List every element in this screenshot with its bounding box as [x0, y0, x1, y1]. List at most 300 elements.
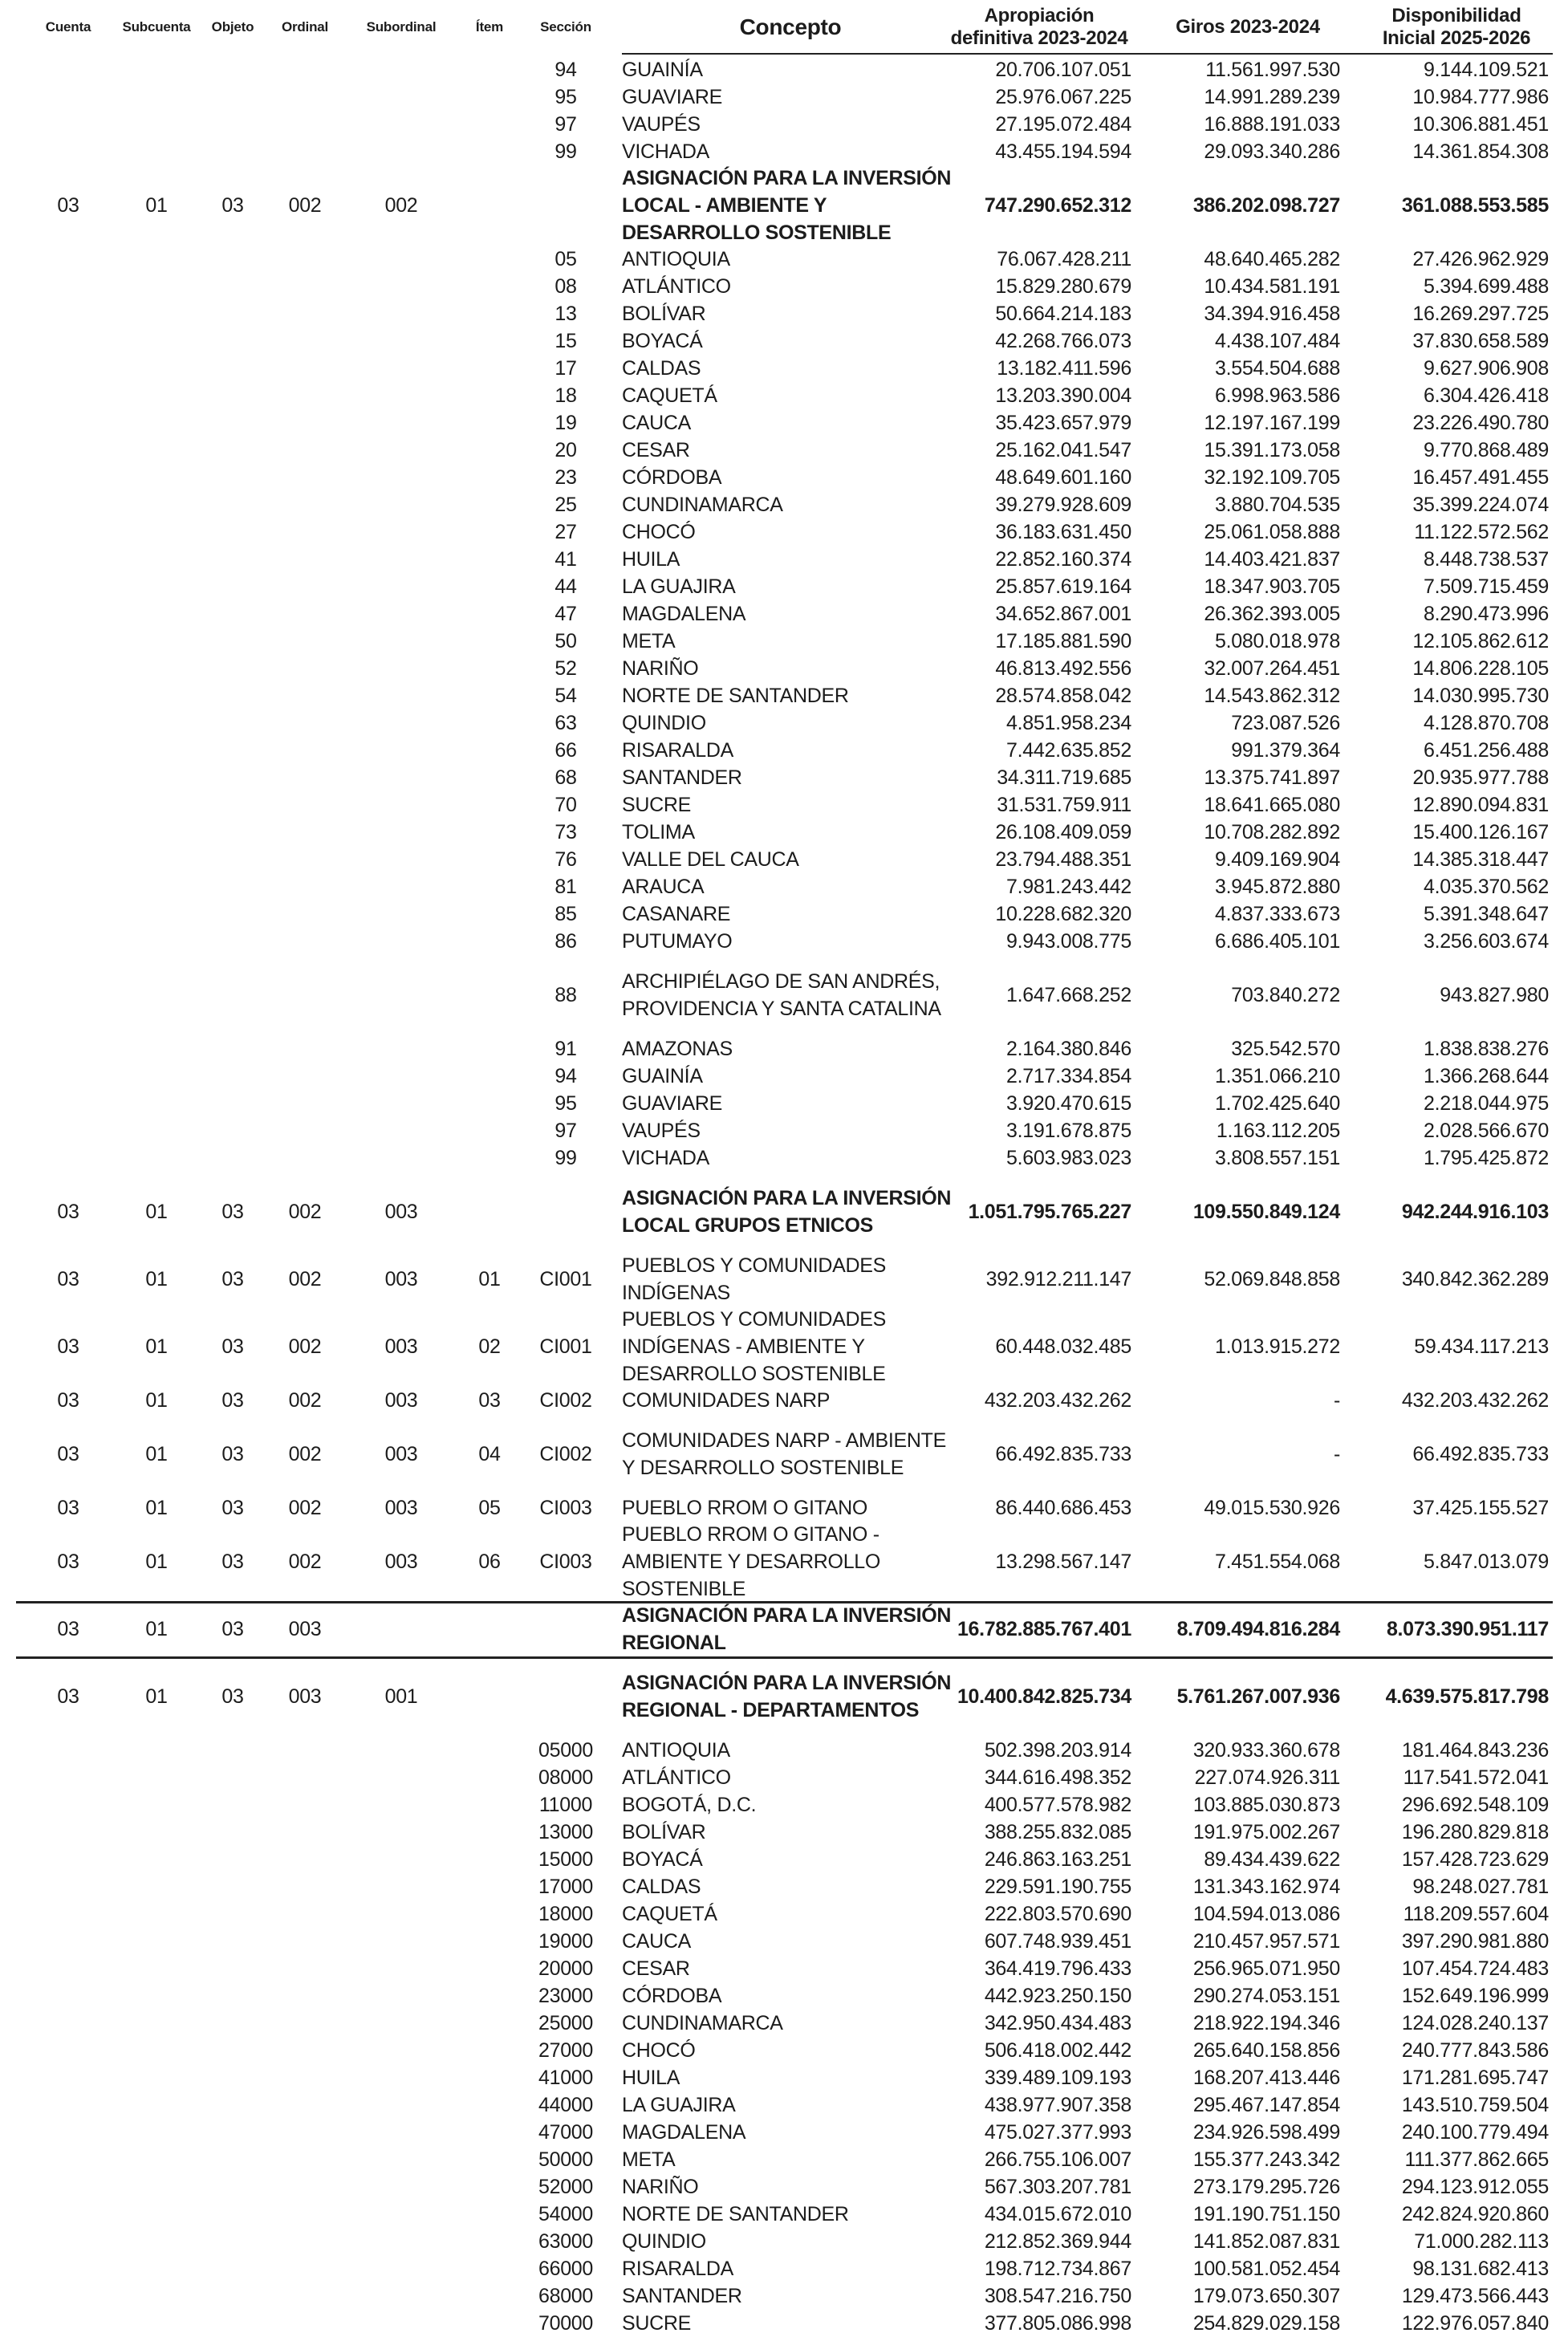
- seccion-cell: 20: [554, 438, 577, 461]
- disponibilidad-cell: 107.454.724.483: [1401, 1957, 1549, 1980]
- apropiacion-cell: 246.863.163.251: [984, 1847, 1131, 1871]
- concepto-cell: MAGDALENA: [622, 2121, 746, 2144]
- giros-cell: 14.403.421.837: [1204, 547, 1340, 571]
- table-row: [0, 928, 1568, 955]
- concepto-cell: VALLE DEL CAUCA: [622, 848, 799, 871]
- objeto-cell: 03: [221, 1388, 244, 1412]
- item-cell: 02: [478, 1335, 501, 1358]
- item-cell: 04: [478, 1442, 501, 1465]
- concepto-cell: CASANARE: [622, 903, 731, 925]
- table-row: [0, 355, 1568, 382]
- table-row: [0, 1090, 1568, 1117]
- seccion-cell: 99: [554, 1146, 577, 1169]
- concepto-cell: CALDAS: [622, 357, 701, 380]
- seccion-cell: 63: [554, 711, 577, 734]
- giros-cell: 89.434.439.622: [1204, 1847, 1340, 1871]
- ordinal-cell: 002: [288, 1550, 322, 1573]
- giros-cell: -: [1333, 1442, 1340, 1465]
- giros-cell: 1.013.915.272: [1215, 1335, 1340, 1358]
- table-row: [0, 1387, 1568, 1414]
- giros-cell: 18.641.665.080: [1204, 793, 1340, 816]
- giros-cell: 32.192.109.705: [1204, 465, 1340, 489]
- table-row: [0, 2201, 1568, 2228]
- giros-cell: 14.543.862.312: [1204, 684, 1340, 707]
- giros-cell: 179.073.650.307: [1192, 2284, 1340, 2307]
- concepto-cell: VAUPÉS: [622, 113, 701, 136]
- giros-cell: 131.343.162.974: [1192, 1875, 1340, 1898]
- seccion-cell: 41: [554, 547, 577, 571]
- table-row: [0, 1900, 1568, 1928]
- concepto-cell: ANTIOQUIA: [622, 248, 730, 270]
- apropiacion-cell: 13.298.567.147: [995, 1550, 1131, 1573]
- subcuenta-cell: 01: [145, 1442, 168, 1465]
- subcuenta-cell: 01: [145, 1200, 168, 1223]
- disponibilidad-cell: 11.122.572.562: [1414, 520, 1549, 543]
- table-row: [0, 464, 1568, 491]
- disponibilidad-cell: 27.426.962.929: [1412, 247, 1549, 270]
- table-row: [0, 2173, 1568, 2201]
- disponibilidad-cell: 37.425.155.527: [1412, 1496, 1549, 1519]
- cuenta-cell: 03: [57, 1617, 79, 1640]
- disponibilidad-cell: 4.639.575.817.798: [1385, 1685, 1549, 1708]
- disponibilidad-cell: 14.030.995.730: [1412, 684, 1549, 707]
- table-row: [0, 873, 1568, 900]
- seccion-cell: CI001: [539, 1267, 592, 1290]
- concepto-cell: ARAUCA: [622, 876, 705, 898]
- table-row: [0, 1144, 1568, 1172]
- table-row: [0, 1928, 1568, 1955]
- giros-cell: 10.434.581.191: [1204, 274, 1340, 298]
- seccion-cell: 94: [554, 1064, 577, 1087]
- table-row: [0, 1819, 1568, 1846]
- disponibilidad-cell: 71.000.282.113: [1414, 2229, 1549, 2253]
- table-row: [0, 2037, 1568, 2064]
- giros-cell: 3.554.504.688: [1215, 356, 1340, 380]
- table-row: [0, 1602, 1568, 1656]
- table-row: [0, 628, 1568, 655]
- seccion-cell: 86: [554, 929, 577, 953]
- apropiacion-cell: 10.400.842.825.734: [957, 1685, 1131, 1708]
- subcuenta-cell: 01: [145, 1617, 168, 1640]
- apropiacion-cell: 308.547.216.750: [984, 2284, 1131, 2307]
- header-underline: [622, 53, 1553, 55]
- table-row: [0, 1873, 1568, 1900]
- header-item: Ítem: [475, 19, 504, 35]
- apropiacion-cell: 3.191.678.875: [1006, 1119, 1131, 1142]
- concepto-cell: HUILA: [622, 2067, 680, 2089]
- header-objeto: Objeto: [211, 19, 254, 35]
- table-row: [0, 1172, 1568, 1252]
- table-row: [0, 1063, 1568, 1090]
- disponibilidad-cell: 240.100.779.494: [1401, 2120, 1549, 2144]
- ordinal-cell: 002: [288, 1442, 322, 1465]
- concepto-cell: VAUPÉS: [622, 1120, 701, 1142]
- concepto-cell: CESAR: [622, 1957, 690, 1980]
- concepto-cell: ATLÁNTICO: [622, 275, 731, 298]
- disponibilidad-cell: 10.306.881.451: [1412, 112, 1549, 136]
- apropiacion-cell: 46.813.492.556: [995, 656, 1131, 680]
- table-row: [0, 846, 1568, 873]
- header-seccion: Sección: [540, 19, 591, 35]
- apropiacion-cell: 438.977.907.358: [984, 2093, 1131, 2116]
- giros-cell: 4.438.107.484: [1215, 329, 1340, 352]
- concepto-cell: ASIGNACIÓN PARA LA INVERSIÓN LOCAL - AMBIENTE Y DESARROLLO SOSTENIBLE: [622, 167, 952, 244]
- giros-cell: 256.965.071.950: [1192, 1957, 1340, 1980]
- table-row: [0, 2282, 1568, 2310]
- header-subordinal: Subordinal: [366, 19, 437, 35]
- giros-cell: 7.451.554.068: [1215, 1550, 1340, 1573]
- giros-cell: 52.069.848.858: [1204, 1267, 1340, 1290]
- giros-cell: 6.686.405.101: [1215, 929, 1340, 953]
- seccion-cell: 76: [554, 847, 577, 871]
- objeto-cell: 03: [221, 1200, 244, 1223]
- disponibilidad-cell: 14.361.854.308: [1412, 140, 1549, 163]
- disponibilidad-cell: 8.448.738.537: [1424, 547, 1549, 571]
- giros-cell: 32.007.264.451: [1204, 656, 1340, 680]
- concepto-cell: CAUCA: [622, 1930, 692, 1953]
- giros-cell: 273.179.295.726: [1192, 2175, 1340, 2198]
- disponibilidad-cell: 10.984.777.986: [1412, 85, 1549, 108]
- disponibilidad-cell: 6.451.256.488: [1424, 738, 1549, 762]
- apropiacion-cell: 17.185.881.590: [995, 629, 1131, 652]
- table-row: [0, 900, 1568, 928]
- disponibilidad-cell: 2.218.044.975: [1424, 1091, 1549, 1115]
- disponibilidad-cell: 340.842.362.289: [1401, 1267, 1549, 1290]
- giros-cell: 191.975.002.267: [1192, 1820, 1340, 1843]
- apropiacion-cell: 43.455.194.594: [995, 140, 1131, 163]
- concepto-cell: CESAR: [622, 439, 690, 461]
- seccion-cell: 15: [554, 329, 577, 352]
- subcuenta-cell: 01: [145, 1388, 168, 1412]
- disponibilidad-cell: 16.457.491.455: [1412, 465, 1549, 489]
- table-row: [0, 1982, 1568, 2010]
- disponibilidad-cell: 1.838.838.276: [1424, 1037, 1549, 1060]
- table-row: [0, 2310, 1568, 2337]
- giros-cell: 109.550.849.124: [1192, 1200, 1340, 1223]
- concepto-cell: COMUNIDADES NARP - AMBIENTE Y DESARROLLO SOSTENIBLE: [622, 1429, 946, 1479]
- disponibilidad-cell: 942.244.916.103: [1401, 1200, 1549, 1223]
- table-row: [0, 709, 1568, 737]
- seccion-cell: 23000: [538, 1984, 594, 2007]
- disponibilidad-cell: 122.976.057.840: [1401, 2311, 1549, 2335]
- seccion-cell: 85: [554, 902, 577, 925]
- apropiacion-cell: 10.228.682.320: [995, 902, 1131, 925]
- disponibilidad-cell: 23.226.490.780: [1412, 411, 1549, 434]
- item-cell: 05: [478, 1496, 501, 1519]
- apropiacion-cell: 567.303.207.781: [984, 2175, 1131, 2198]
- item-cell: 06: [478, 1550, 501, 1573]
- apropiacion-cell: 442.923.250.150: [984, 1984, 1131, 2007]
- subordinal-cell: 001: [384, 1685, 418, 1708]
- table-row: [0, 2228, 1568, 2255]
- apropiacion-cell: 36.183.631.450: [995, 520, 1131, 543]
- giros-cell: 15.391.173.058: [1204, 438, 1340, 461]
- apropiacion-cell: 34.311.719.685: [997, 766, 1131, 789]
- apropiacion-cell: 198.712.734.867: [984, 2257, 1131, 2280]
- concepto-cell: PUEBLO RROM O GITANO - AMBIENTE Y DESARROLLO SOSTENIBLE: [622, 1523, 881, 1600]
- giros-cell: 1.163.112.205: [1216, 1119, 1340, 1142]
- table-row: [0, 2146, 1568, 2173]
- concepto-cell: PUEBLOS Y COMUNIDADES INDÍGENAS: [622, 1254, 886, 1304]
- seccion-cell: CI001: [539, 1335, 592, 1358]
- concepto-cell: META: [622, 2148, 676, 2171]
- giros-cell: 10.708.282.892: [1204, 820, 1340, 843]
- apropiacion-cell: 506.418.002.442: [984, 2038, 1131, 2062]
- concepto-cell: CHOCÓ: [622, 2039, 696, 2062]
- table-row: [0, 573, 1568, 600]
- disponibilidad-cell: 35.399.224.074: [1412, 493, 1549, 516]
- objeto-cell: 03: [221, 1685, 244, 1708]
- seccion-cell: 52: [554, 656, 577, 680]
- giros-cell: 103.885.030.873: [1192, 1793, 1340, 1816]
- seccion-cell: 23: [554, 465, 577, 489]
- giros-cell: 8.709.494.816.284: [1176, 1617, 1340, 1640]
- disponibilidad-cell: 98.248.027.781: [1412, 1875, 1549, 1898]
- objeto-cell: 03: [221, 1267, 244, 1290]
- subordinal-cell: 003: [384, 1200, 418, 1223]
- seccion-cell: 19: [554, 411, 577, 434]
- apropiacion-cell: 2.164.380.846: [1006, 1037, 1131, 1060]
- seccion-cell: 97: [554, 1119, 577, 1142]
- table-row: [0, 246, 1568, 273]
- giros-cell: 14.991.289.239: [1204, 85, 1340, 108]
- seccion-cell: 27000: [538, 2038, 594, 2062]
- seccion-cell: CI002: [539, 1388, 592, 1412]
- giros-cell: 3.945.872.880: [1215, 875, 1340, 898]
- apropiacion-cell: 48.649.601.160: [995, 465, 1131, 489]
- concepto-cell: ANTIOQUIA: [622, 1739, 730, 1762]
- concepto-cell: BOYACÁ: [622, 330, 703, 352]
- concepto-cell: TOLIMA: [622, 821, 695, 843]
- table-row: [0, 1494, 1568, 1522]
- disponibilidad-cell: 397.290.981.880: [1401, 1929, 1549, 1953]
- disponibilidad-cell: 14.385.318.447: [1412, 847, 1549, 871]
- giros-cell: 141.852.087.831: [1192, 2229, 1340, 2253]
- subordinal-cell: 003: [384, 1335, 418, 1358]
- apropiacion-cell: 25.976.067.225: [995, 85, 1131, 108]
- giros-cell: 12.197.167.199: [1204, 411, 1340, 434]
- table-row: [0, 819, 1568, 846]
- disponibilidad-cell: 66.492.835.733: [1412, 1442, 1549, 1465]
- giros-cell: 723.087.526: [1231, 711, 1340, 734]
- disponibilidad-cell: 9.144.109.521: [1424, 58, 1549, 81]
- table-row: [0, 1846, 1568, 1873]
- disponibilidad-cell: 12.105.862.612: [1412, 629, 1549, 652]
- seccion-cell: 13: [554, 302, 577, 325]
- disponibilidad-cell: 196.280.829.818: [1401, 1820, 1549, 1843]
- objeto-cell: 03: [221, 1550, 244, 1573]
- apropiacion-cell: 28.574.858.042: [995, 684, 1131, 707]
- apropiacion-cell: 27.195.072.484: [995, 112, 1131, 136]
- cuenta-cell: 03: [57, 1685, 79, 1708]
- table-row: [0, 1117, 1568, 1144]
- concepto-cell: LA GUAJIRA: [622, 2094, 736, 2116]
- seccion-cell: 18: [554, 384, 577, 407]
- ordinal-cell: 003: [288, 1617, 322, 1640]
- seccion-cell: 99: [554, 140, 577, 163]
- giros-cell: 6.998.963.586: [1215, 384, 1340, 407]
- table-row: [0, 491, 1568, 518]
- giros-cell: 100.581.052.454: [1192, 2257, 1340, 2280]
- seccion-cell: 50: [554, 629, 577, 652]
- apropiacion-cell: 222.803.570.690: [984, 1902, 1131, 1925]
- table-row: [0, 546, 1568, 573]
- subordinal-cell: 003: [384, 1388, 418, 1412]
- header-concepto: Concepto: [739, 14, 842, 39]
- seccion-cell: 41000: [538, 2066, 594, 2089]
- apropiacion-cell: 86.440.686.453: [995, 1496, 1131, 1519]
- header-ordinal: Ordinal: [281, 19, 329, 35]
- seccion-cell: 54: [554, 684, 577, 707]
- apropiacion-cell: 5.603.983.023: [1006, 1146, 1131, 1169]
- concepto-cell: SANTANDER: [622, 766, 742, 789]
- disponibilidad-cell: 15.400.126.167: [1412, 820, 1549, 843]
- giros-cell: 4.837.333.673: [1215, 902, 1340, 925]
- seccion-cell: 13000: [538, 1820, 594, 1843]
- disponibilidad-cell: 143.510.759.504: [1401, 2093, 1549, 2116]
- seccion-cell: 70000: [538, 2311, 594, 2335]
- concepto-cell: PUEBLO RROM O GITANO: [622, 1497, 868, 1519]
- disponibilidad-cell: 181.464.843.236: [1401, 1738, 1549, 1762]
- table-header: [0, 0, 1568, 55]
- header-subcuenta: Subcuenta: [122, 19, 191, 35]
- concepto-cell: BOYACÁ: [622, 1848, 703, 1871]
- disponibilidad-cell: 7.509.715.459: [1424, 575, 1549, 598]
- concepto-cell: GUAVIARE: [622, 1092, 722, 1115]
- giros-cell: 386.202.098.727: [1192, 193, 1340, 217]
- table-row: [0, 2010, 1568, 2037]
- objeto-cell: 03: [221, 1617, 244, 1640]
- disponibilidad-cell: 111.377.862.665: [1404, 2148, 1549, 2171]
- concepto-cell: CUNDINAMARCA: [622, 2012, 783, 2034]
- disponibilidad-cell: 37.830.658.589: [1412, 329, 1549, 352]
- table-row: [0, 764, 1568, 791]
- apropiacion-cell: 39.279.928.609: [995, 493, 1131, 516]
- table-row: [0, 1252, 1568, 1307]
- seccion-cell: 05: [554, 247, 577, 270]
- seccion-cell: 47: [554, 602, 577, 625]
- ordinal-cell: 003: [288, 1685, 322, 1708]
- giros-cell: 1.351.066.210: [1215, 1064, 1340, 1087]
- giros-cell: 703.840.272: [1231, 983, 1340, 1006]
- header-disponibilidad: Disponibilidad Inicial 2025-2026: [1382, 5, 1531, 49]
- apropiacion-cell: 26.108.409.059: [995, 820, 1131, 843]
- giros-cell: 295.467.147.854: [1192, 2093, 1340, 2116]
- apropiacion-cell: 35.423.657.979: [995, 411, 1131, 434]
- seccion-cell: 47000: [538, 2120, 594, 2144]
- apropiacion-cell: 34.652.867.001: [995, 602, 1131, 625]
- seccion-cell: 50000: [538, 2148, 594, 2171]
- seccion-cell: 15000: [538, 1847, 594, 1871]
- giros-cell: 234.926.598.499: [1192, 2120, 1340, 2144]
- seccion-cell: 95: [554, 1091, 577, 1115]
- table-row: [0, 138, 1568, 165]
- table-row: [0, 1791, 1568, 1819]
- concepto-cell: BOGOTÁ, D.C.: [622, 1794, 757, 1816]
- apropiacion-cell: 377.805.086.998: [984, 2311, 1131, 2335]
- objeto-cell: 03: [221, 1442, 244, 1465]
- subcuenta-cell: 01: [145, 1550, 168, 1573]
- seccion-cell: 44000: [538, 2093, 594, 2116]
- giros-cell: 16.888.191.033: [1204, 112, 1340, 136]
- concepto-cell: GUAVIARE: [622, 86, 722, 108]
- table-row: [0, 1522, 1568, 1602]
- disponibilidad-cell: 242.824.920.860: [1401, 2202, 1549, 2225]
- disponibilidad-cell: 4.035.370.562: [1424, 875, 1549, 898]
- giros-cell: 168.207.413.446: [1192, 2066, 1340, 2089]
- table-row: [0, 2064, 1568, 2091]
- cuenta-cell: 03: [57, 1267, 79, 1290]
- table-row: [0, 1307, 1568, 1387]
- table-row: [0, 437, 1568, 464]
- giros-cell: 320.933.360.678: [1192, 1738, 1340, 1762]
- table-row: [0, 600, 1568, 628]
- subordinal-cell: 002: [384, 193, 418, 217]
- concepto-cell: META: [622, 630, 676, 652]
- concepto-cell: GUAINÍA: [622, 1065, 703, 1087]
- subordinal-cell: 003: [384, 1442, 418, 1465]
- apropiacion-cell: 15.829.280.679: [995, 274, 1131, 298]
- giros-cell: 9.409.169.904: [1215, 847, 1340, 871]
- concepto-cell: QUINDIO: [622, 2230, 706, 2253]
- disponibilidad-cell: 294.123.912.055: [1401, 2175, 1549, 2198]
- concepto-cell: HUILA: [622, 548, 680, 571]
- disponibilidad-cell: 20.935.977.788: [1412, 766, 1549, 789]
- apropiacion-cell: 1.647.668.252: [1006, 983, 1131, 1006]
- disponibilidad-cell: 9.770.868.489: [1424, 438, 1549, 461]
- concepto-cell: GUAINÍA: [622, 59, 703, 81]
- apropiacion-cell: 31.531.759.911: [997, 793, 1131, 816]
- table-row: [0, 1414, 1568, 1494]
- disponibilidad-cell: 943.827.980: [1440, 983, 1549, 1006]
- seccion-cell: 70: [554, 793, 577, 816]
- disponibilidad-cell: 3.256.603.674: [1424, 929, 1549, 953]
- concepto-cell: SUCRE: [622, 2312, 692, 2335]
- giros-cell: 49.015.530.926: [1204, 1496, 1340, 1519]
- apropiacion-cell: 50.664.214.183: [995, 302, 1131, 325]
- disponibilidad-cell: 1.366.268.644: [1424, 1064, 1549, 1087]
- giros-cell: 1.702.425.640: [1215, 1091, 1340, 1115]
- seccion-cell: 54000: [538, 2202, 594, 2225]
- apropiacion-cell: 400.577.578.982: [984, 1793, 1131, 1816]
- objeto-cell: 03: [221, 193, 244, 217]
- apropiacion-cell: 60.448.032.485: [995, 1335, 1131, 1358]
- disponibilidad-cell: 9.627.906.908: [1424, 356, 1549, 380]
- objeto-cell: 03: [221, 1496, 244, 1519]
- header-cuenta: Cuenta: [45, 19, 91, 35]
- disponibilidad-cell: 240.777.843.586: [1401, 2038, 1549, 2062]
- disponibilidad-cell: 2.028.566.670: [1424, 1119, 1549, 1142]
- concepto-cell: BOLÍVAR: [622, 303, 706, 325]
- apropiacion-cell: 475.027.377.993: [984, 2120, 1131, 2144]
- item-cell: 03: [478, 1388, 501, 1412]
- seccion-cell: 19000: [538, 1929, 594, 1953]
- concepto-cell: COMUNIDADES NARP: [622, 1389, 831, 1412]
- cuenta-cell: 03: [57, 1496, 79, 1519]
- apropiacion-cell: 392.912.211.147: [985, 1267, 1131, 1290]
- seccion-cell: 81: [554, 875, 577, 898]
- disponibilidad-cell: 157.428.723.629: [1401, 1847, 1549, 1871]
- disponibilidad-cell: 8.290.473.996: [1424, 602, 1549, 625]
- seccion-cell: 52000: [538, 2175, 594, 2198]
- giros-cell: 34.394.916.458: [1204, 302, 1340, 325]
- seccion-cell: 25: [554, 493, 577, 516]
- giros-cell: 991.379.364: [1231, 738, 1340, 762]
- seccion-cell: 73: [554, 820, 577, 843]
- seccion-cell: 95: [554, 85, 577, 108]
- seccion-cell: 08: [554, 274, 577, 298]
- disponibilidad-cell: 4.128.870.708: [1424, 711, 1549, 734]
